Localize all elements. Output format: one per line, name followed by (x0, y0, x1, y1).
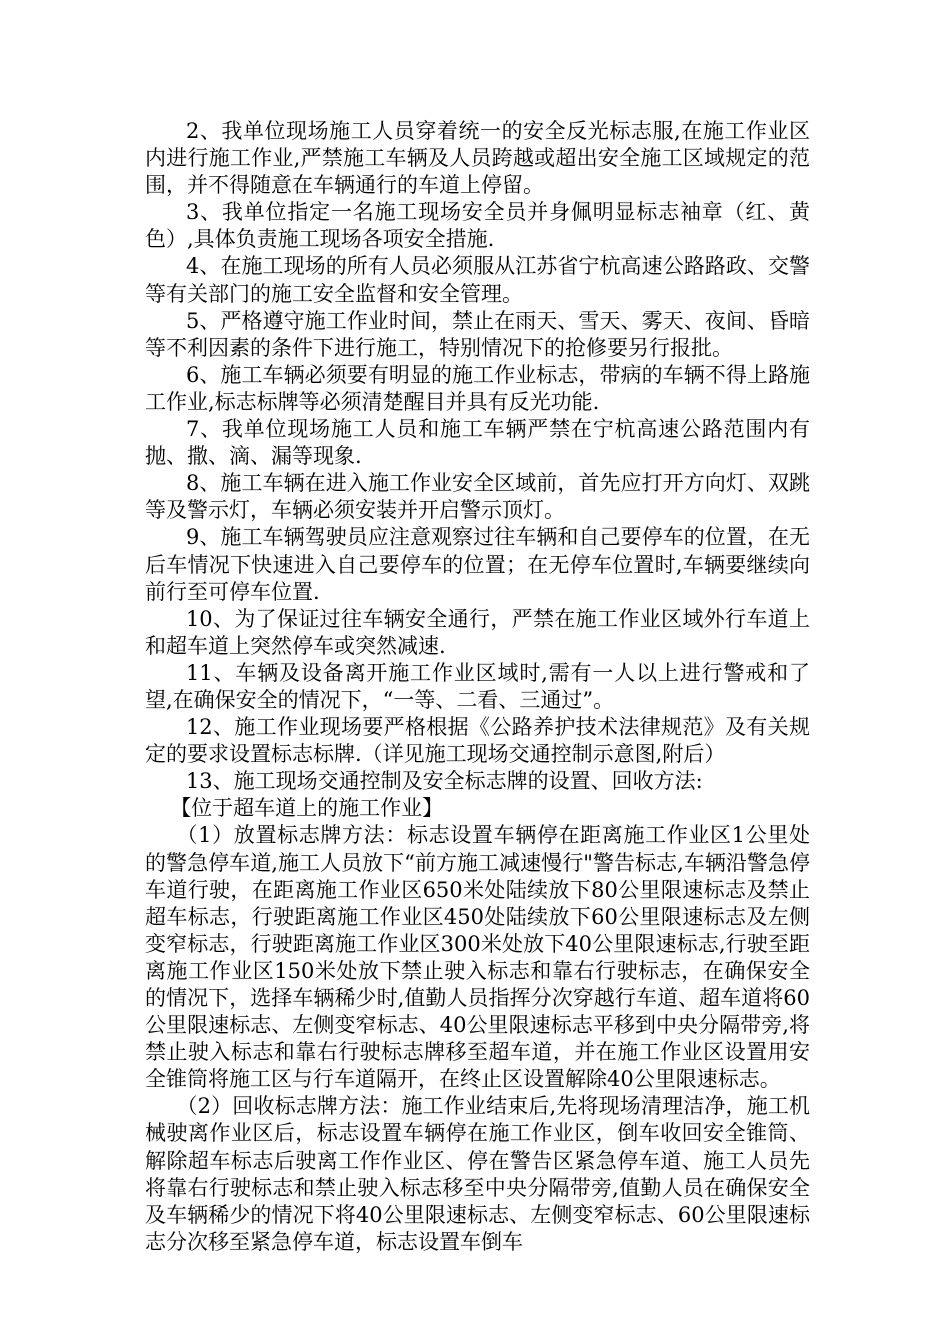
paragraph-sign-recovery: （2）回收标志牌方法：施工作业结束后,先将现场清理洁净，施工机械驶离作业区后，标志设置车辆停在施工作业区，倒车收回安全锥筒、解除超车标志后驶离工作作业区、停在警告区紧急停车道、施工人员先将靠右行驶标志和禁止驶入标志移至中央分隔带旁,值勤人员在确保安全及车辆稀少的情况下将40公里限速标志、左侧变窄标志、60公里限速标志分次移至紧急停车道，标志设置车倒车 (145, 1094, 810, 1254)
section-heading-overtaking-lane: 【位于超车道上的施工作业】 (170, 796, 444, 821)
paragraph-item-9: 9、施工车辆驾驶员应注意观察过往车辆和自己要停车的位置，在无后车情况下快速进入自己要停车的位置；在无停车位置时,车辆要继续向前行至可停车位置. (145, 525, 810, 604)
paragraph-item-10: 10、为了保证过往车辆安全通行，严禁在施工作业区域外行车道上和超车道上突然停车或突然减速. (145, 606, 810, 658)
paragraph-item-6: 6、施工车辆必须要有明显的施工作业标志，带病的车辆不得上路施工作业,标志标牌等必须清楚醒目并具有反光功能. (145, 362, 810, 414)
paragraph-item-4: 4、在施工现场的所有人员必须服从江苏省宁杭高速公路路政、交警等有关部门的施工安全监督和安全管理。 (145, 254, 810, 306)
paragraph-item-5: 5、严格遵守施工作业时间，禁止在雨天、雪天、雾天、夜间、昏暗等不利因素的条件下进行施工，特别情况下的抢修要另行报批。 (145, 308, 810, 360)
paragraph-item-13: 13、施工现场交通控制及安全标志牌的设置、回收方法: (185, 769, 703, 794)
paragraph-item-7: 7、我单位现场施工人员和施工车辆严禁在宁杭高速公路范围内有抛、撒、滴、漏等现象. (145, 417, 810, 469)
document-body (145, 118, 810, 1256)
paragraph-item-2: 2、我单位现场施工人员穿着统一的安全反光标志服,在施工作业区内进行施工作业,严禁施工车辆及人员跨越或超出安全施工区域规定的范围，并不得随意在车辆通行的车道上停留。 (145, 119, 810, 198)
paragraph-item-11: 11、车辆及设备离开施工作业区域时,需有一人以上进行警戒和了望,在确保安全的情况下，“一等、二看、三通过”。 (145, 660, 810, 712)
paragraph-item-12: 12、施工作业现场要严格根据《公路养护技术法律规范》及有关规定的要求设置标志标牌.（详见施工现场交通控制示意图,附后） (145, 715, 810, 767)
paragraph-sign-placement: （1）放置标志牌方法：标志设置车辆停在距离施工作业区1公里处的警急停车道,施工人员放下“前方施工减速慢行"警告标志,车辆沿警急停车道行驶，在距离施工作业区650米处陆续放下80公里限速标志及禁止超车标志，行驶距离施工作业区450处陆续放下60公里限速标志及左侧变窄标志，行驶距离施工作业区300米处放下40公里限速标志,行驶至距离施工作业区150米处放下禁止驶入标志和靠右行驶标志，在确保安全的情况下，选择车辆稀少时,值勤人员指挥分次穿越行车道、超车道将60公里限速标志、左侧变窄标志、40公里限速标志平移到中央分隔带旁,将禁止驶入标志和靠右行驶标志牌移至超车道，并在施工作业区设置用安全锥筒将施工区与行车道隔开，在终止区设置解除40公里限速标志。 (145, 823, 810, 1092)
paragraph-item-3: 3、我单位指定一名施工现场安全员并身佩明显标志袖章（红、黄色）,具体负责施工现场各项安全措施. (145, 200, 810, 252)
paragraph-item-8: 8、施工车辆在进入施工作业安全区域前，首先应打开方向灯、双跳等及警示灯，车辆必须安装并开启警示顶灯。 (145, 471, 810, 523)
